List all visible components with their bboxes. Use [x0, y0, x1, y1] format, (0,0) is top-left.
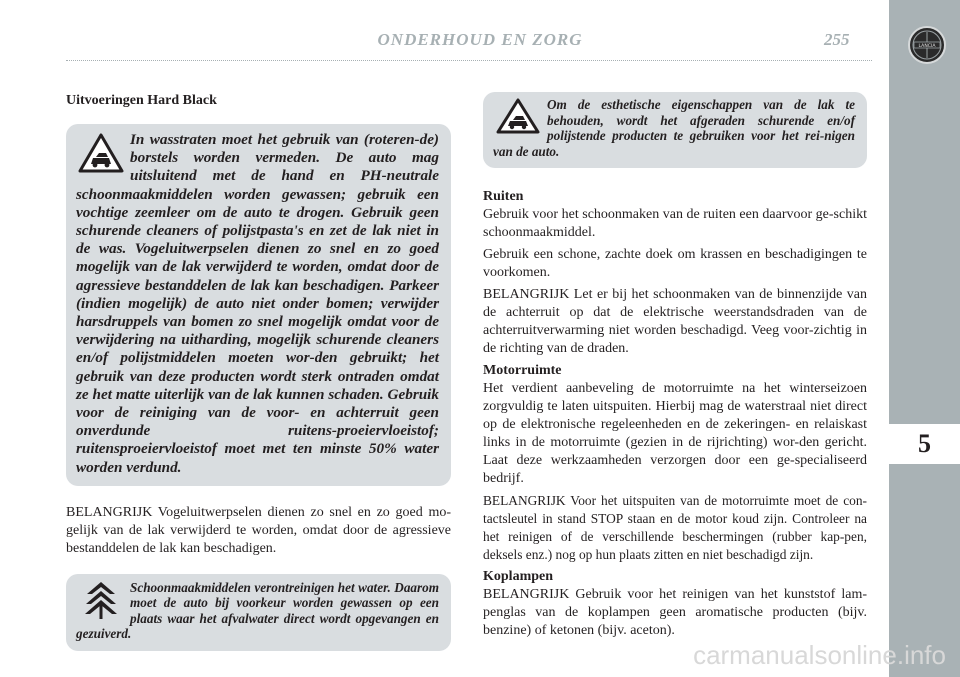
- warning-text-hard-black: In wasstraten moet het gebruik van (roteren-de) borstels worden vermeden. De auto mag uitsluitend met de hand en PH-neutrale schoonmaakmiddelen worden gewassen; gebruik een vochtige zeemleer om de auto te drogen. Gebruik geen schurende cleaners of polijstpasta's en zet de lak niet in de was. Vogeluitwerpselen dienen zo snel en zo goed mogelijk van de lak verwijderd te worden, omdat door de agressieve bestanddelen de lak kan beschadigen. Parkeer (indien mogelijk) de auto niet onder bomen; verwijder harsdruppels van bomen zo snel mogelijk omdat voor de verwijdering na uitharding, mogelijk schurende cleaners en/of polijstmiddelen moeten wor-den gebruikt; het gebruik van deze producten wordt sterk ontraden omdat ze het matte uiterlijk van de lak kunnen schaden. Gebruik voor de reiniging van de voor- en achterruit geen onverdunde ruitens-proeiervloeistof; ruitensproeiervloeistof moet met ten minste 50% water worden verdund.: [76, 131, 439, 476]
- ruiten-paragraph-1: Gebruik voor het schoonmaken van de ruiten een daarvoor ge-schikt schoonmaakmiddel.: [483, 207, 867, 240]
- warning-box-hard-black: [66, 124, 451, 486]
- site-watermark: carmanualsonline.info: [693, 640, 946, 670]
- warning-car-icon: [493, 97, 543, 137]
- chapter-number-tab[interactable]: 5: [889, 424, 960, 464]
- header-divider: [66, 60, 872, 61]
- warning-text-paint: Om de esthetische eigenschappen van de lak te behouden, wordt het afgeraden schurende en/of polijstende producten te gebruiken voor het rei-nigen van de auto.: [493, 97, 855, 159]
- environment-note-box: [66, 574, 451, 651]
- page-number: 255: [824, 30, 850, 49]
- motorruimte-paragraph-2: BELANGRIJK Voor het uitspuiten van de motorruimte moet de con-tactsleutel in stand STOP staan en de motor koud zijn. Controleer na het reinigen of de verschillende beschermingen (rubber kap-pen, deksels enz.) nog op hun plaats zitten en niet beschadigd zijn.: [483, 493, 867, 562]
- warning-car-icon: [76, 131, 126, 177]
- lancia-logo-icon: [908, 26, 946, 64]
- section-heading-koplampen: Koplampen: [483, 569, 554, 584]
- environment-note-text: Schoonmaakmiddelen verontreinigen het water. Daarom moet de auto bij voorkeur worden gewassen op een plaats waar het afvalwater direct wordt opgevangen en gezuiverd.: [76, 579, 439, 642]
- page-header-title: ONDERHOUD EN ZORG: [377, 30, 583, 49]
- motorruimte-paragraph-1: Het verdient aanbeveling de motorruimte na het winterseizoen zorgvuldig te laten uitspuiten. Hierbij mag de waterstraal niet direct op de elektronische regeleenheden en de zekeringen- en relaiskast links in de motorruimte (gezien in de rijrichting) wor-den gericht. Laat deze werkzaamheden verzorgen door een ge-specialiseerd bedrijf.: [483, 381, 867, 486]
- section-heading-motorruimte: Motorruimte: [483, 363, 562, 378]
- koplampen-paragraph-1: BELANGRIJK Gebruik voor het reinigen van het kunststof lam-penglas van de koplampen geen aromatische producten (bijv. benzine) of ketonen (bijv. aceton).: [483, 587, 867, 638]
- ruiten-paragraph-3: BELANGRIJK Let er bij het schoonmaken van de binnenzijde van de achterruit op dat de elektrische weerstandsdraden van de achterruitverwarming niet worden beschadigd. Veeg voor-zichtig in de richting van de draden.: [483, 287, 867, 356]
- warning-box-paint: [483, 92, 867, 168]
- right-column: [483, 92, 867, 644]
- ruiten-paragraph-2: Gebruik een schone, zachte doek om krassen en beschadigingen te voorkomen.: [483, 247, 867, 280]
- svg-text:LANCIA: LANCIA: [918, 44, 936, 49]
- left-column: [66, 92, 451, 651]
- environment-tree-icon: [76, 580, 126, 620]
- chapter-sidebar: [889, 0, 960, 677]
- section-heading-ruiten: Ruiten: [483, 189, 524, 204]
- important-note-bird-droppings: BELANGRIJK Vogeluitwerpselen dienen zo snel en zo goed mo-gelijk van de lak verwijderd te worden, omdat door de agressieve bestanddelen de lak kan beschadigen.: [66, 504, 451, 556]
- section-heading-hard-black: Uitvoeringen Hard Black: [66, 93, 217, 108]
